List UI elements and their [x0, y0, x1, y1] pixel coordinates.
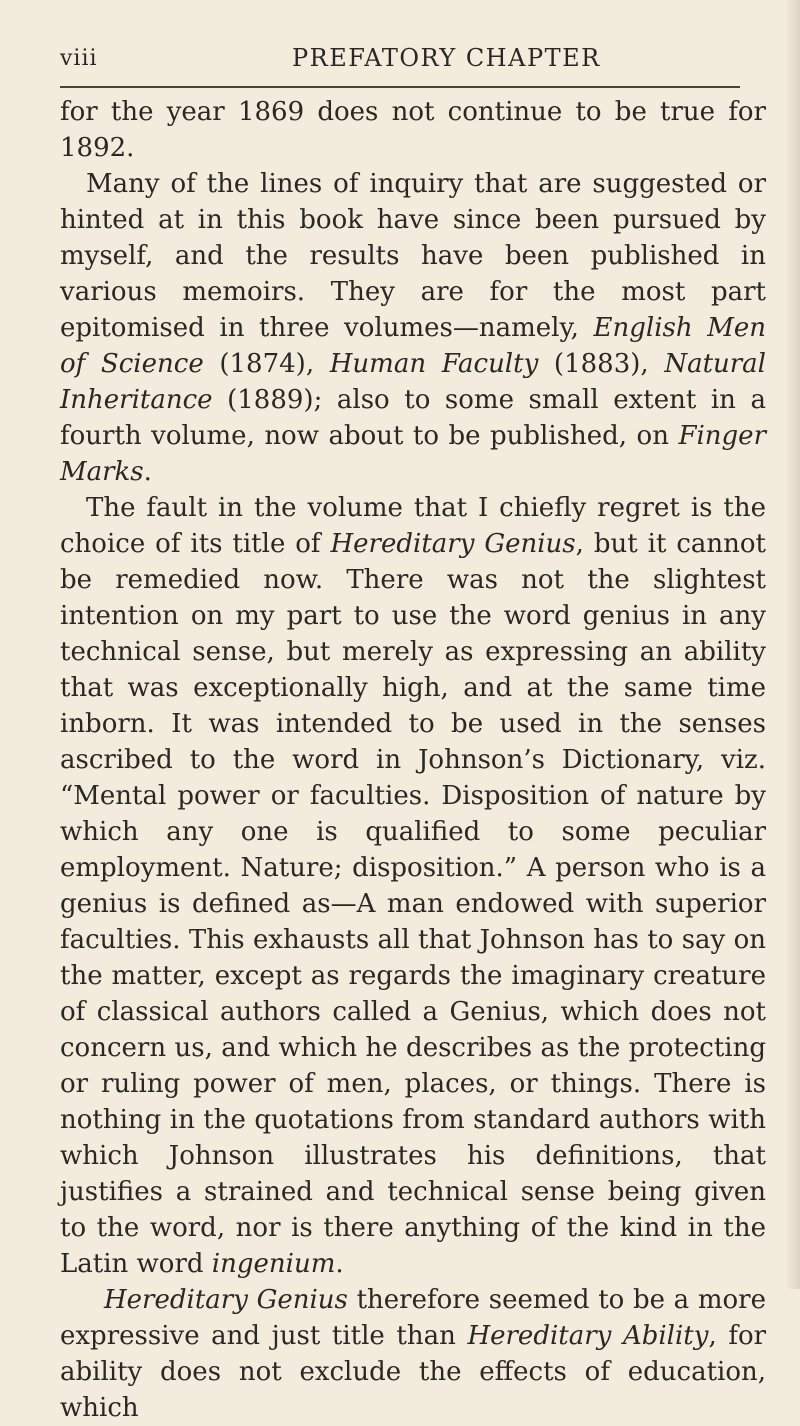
italic-title: Natural Inheritance: [60, 349, 767, 415]
text-run: (1889); also to some small extent in a fourth volume, now about to be published, on: [60, 385, 766, 451]
paragraph: [60, 490, 766, 1282]
page-edge-shadow: [786, 0, 800, 1289]
page-header: [60, 40, 770, 80]
text-run: .: [335, 1249, 344, 1279]
italic-title: Hereditary Ability: [467, 1321, 709, 1351]
running-title: PREFATORY CHAPTER: [292, 44, 601, 72]
paragraph: [60, 166, 766, 490]
body-text: [60, 94, 766, 1426]
paragraph: [60, 1282, 766, 1426]
page-number: viii: [60, 46, 98, 71]
paragraph-continuation: [60, 94, 766, 166]
italic-title: Hereditary Genius: [330, 529, 576, 559]
italic-title: Hereditary Genius: [104, 1285, 348, 1315]
header-rule: [60, 86, 740, 88]
italic-title: English Men of Science: [60, 313, 766, 379]
text-run: The fault in the volume that I chiefly regret is the choice of its title of: [60, 493, 766, 559]
italic-title: Finger Marks: [60, 421, 766, 487]
text-run: (1883),: [538, 349, 665, 379]
text-run: , but it cannot be remedied now. There was not the slightest intention on my part to use the word genius in any technical sense, but merely as expressing an ability that was exceptionally high, and at the same time inborn. It was intended to be used in the senses ascribed to the word in Johnson’s Dictionary, viz. “Mental power or faculties. Disposition of nature by which any one is qualified to some peculiar employment. Nature; disposition.” A person who is a genius is defined as—A man endowed with superior faculties. This exhausts all that Johnson has to say on the matter, except as regards the imaginary creature of classical authors called a Genius, which does not concern us, and which he describes as the protecting or ruling power of men, places, or things. There is nothing in the quotations from standard authors with which Johnson illustrates his definitions, that justifies a strained and technical sense being given to the word, nor is there anything of the kind in the Latin word: [60, 529, 766, 1279]
text-run: for the year 1869 does not continue to be true for 1892.: [60, 97, 766, 163]
text-run: .: [143, 457, 152, 487]
italic-title: ingenium: [211, 1249, 336, 1279]
text-run: , for ability does not exclude the effects of education, which: [60, 1321, 767, 1423]
text-run: therefore seemed to be a more expressive and just title than: [60, 1285, 766, 1351]
text-run: Many of the lines of inquiry that are suggested or hinted at in this book have since been pursued by myself, and the results have been published in various memoirs. They are for the most part epitomised in three volumes—namely,: [60, 169, 766, 343]
text-run: (1874),: [203, 349, 330, 379]
italic-title: Human Faculty: [329, 349, 539, 379]
